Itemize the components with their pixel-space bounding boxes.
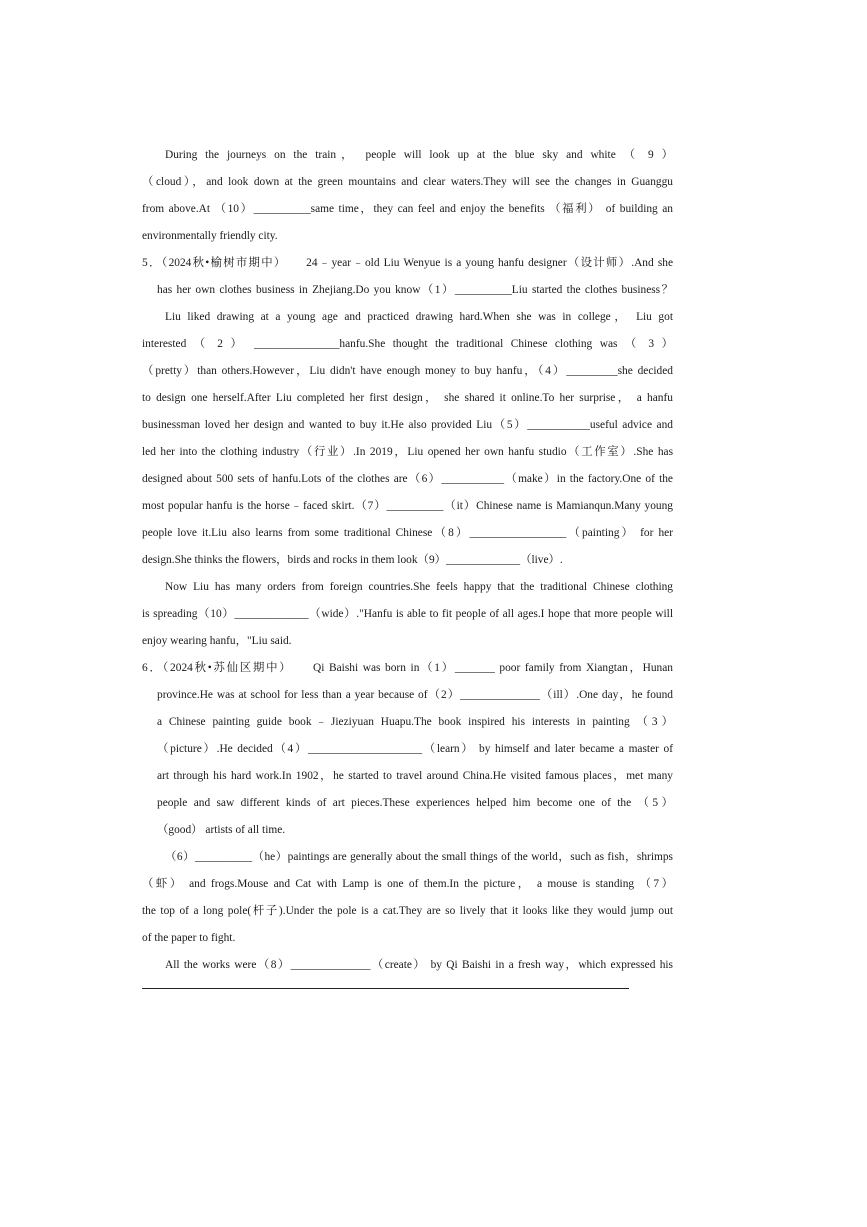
text-line: （6）__________（he）paintings are generally about the small things of the world，such as fish，shrimps xyxy=(165,851,673,863)
text-line: Now Liu has many orders from foreign countries.She feels happy that the traditional Chinese clothing xyxy=(165,581,673,593)
text-line: All the works were（8）______________（create） by Qi Baishi in a fresh way，which expressed his xyxy=(165,959,673,971)
text-line: enjoy wearing hanfu，"Liu said. xyxy=(142,635,292,647)
text-line: most popular hanfu is the horse﹣faced skirt.（7）__________（it）Chinese name is Mamianqun.Many young xyxy=(142,500,673,512)
text-line: environmentally friendly city. xyxy=(142,230,278,242)
text-line: has her own clothes business in Zhejiang.Do you know（1）__________Liu started the clothes business？ xyxy=(157,284,673,296)
text-line: people and saw different kinds of art pieces.These experiences helped him become one of the （5） xyxy=(157,797,673,809)
page-bottom-rule xyxy=(142,988,629,989)
text-line: （good） artists of all time. xyxy=(157,824,286,836)
text-line: Liu liked drawing at a young age and practiced drawing hard.When she was in college， Liu got xyxy=(165,311,673,323)
text-line: to design one herself.After Liu completed her first design， she shared it online.To her surprise， a hanfu xyxy=(142,392,673,404)
text-line: of the paper to fight. xyxy=(142,932,236,944)
text-line: the top of a long pole(杆子).Under the pole is a cat.They are so lively that it looks like they would jump out xyxy=(142,905,673,917)
text-line: a Chinese painting guide book﹣Jieziyuan Huapu.The book inspired his interests in painting （3） xyxy=(157,716,673,728)
text-line: designed about 500 sets of hanfu.Lots of the clothes are（6）___________（make）in the factory.One of the xyxy=(142,473,673,485)
text-line: （picture）.He decided（4）____________________（learn） by himself and later became a master of xyxy=(157,743,673,755)
text-line: art through his hard work.In 1902，he started to travel around China.He visited famous places，met many xyxy=(157,770,673,782)
text-line: province.He was at school for less than a year because of（2）______________（ill）.One day，he found xyxy=(157,689,673,701)
text-line: is spreading（10）_____________（wide）."Hanfu is able to fit people of all ages.I hope that more people will xyxy=(142,608,673,620)
text-line: interested （ 2 ） _______________hanfu.She thought the traditional Chinese clothing was （ 3 ） xyxy=(142,338,673,350)
text-line: （pretty）than others.However，Liu didn't have enough money to buy hanfu，（4）_________she decided xyxy=(142,365,673,377)
text-line: （虾） and frogs.Mouse and Cat with Lamp is one of them.In the picture， a mouse is standing （7） xyxy=(142,878,673,890)
text-line: people love it.Liu also learns from some traditional Chinese（8）_________________（painting） for her xyxy=(142,527,673,539)
text-line: led her into the clothing industry（行业）.In 2019，Liu opened her own hanfu studio（工作室）.She has xyxy=(142,446,673,458)
question-5-header: 5．（2024秋•榆树市期中） 24﹣year﹣old Liu Wenyue is a young hanfu designer（设计师）.And she xyxy=(142,257,673,269)
question-6-header: 6．（2024秋•苏仙区期中） Qi Baishi was born in（1）_______ poor family from Xiangtan，Hunan xyxy=(142,662,673,674)
text-line: businessman loved her design and wanted to buy it.He also provided Liu（5）___________useful advice and xyxy=(142,419,673,431)
text-line: During the journeys on the train， people will look up at the blue sky and white （ 9 ） xyxy=(165,149,673,161)
text-line: design.She thinks the flowers，birds and rocks in them look（9）_____________（live）. xyxy=(142,554,563,566)
text-line: （cloud），and look down at the green mountains and clear waters.They will see the changes in Guanggu xyxy=(142,176,673,188)
text-line: from above.At （10）__________same time，they can feel and enjoy the benefits （福利） of building an xyxy=(142,203,673,215)
